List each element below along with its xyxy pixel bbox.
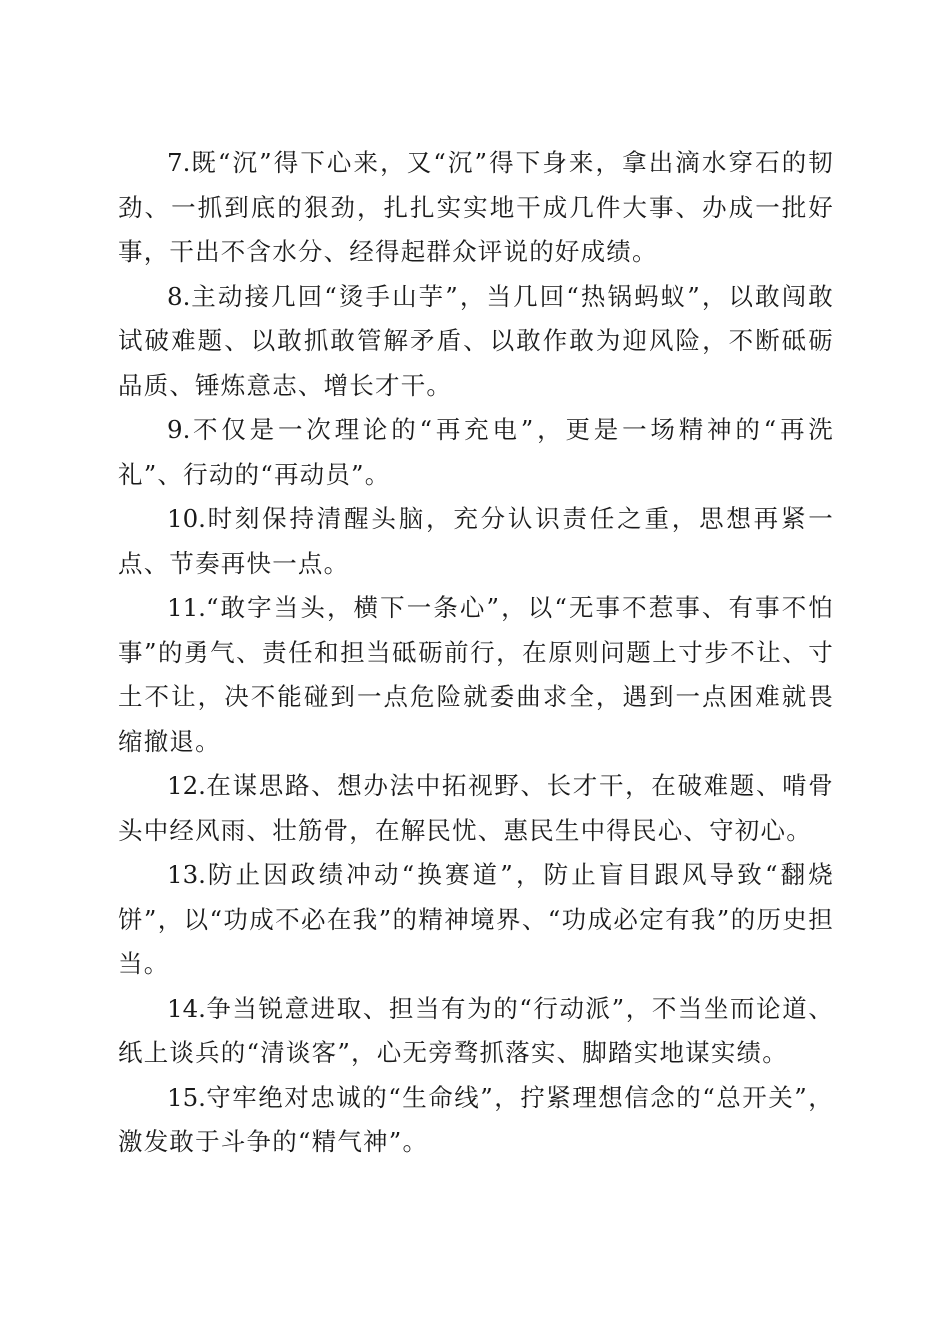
paragraph-13	[118, 853, 834, 987]
paragraph-number: 7.	[167, 148, 191, 177]
paragraph-text: 防止因政绩冲动“换赛道”，防止盲目跟风导致“翻烧饼”，以“功成不必在我”的精神境界、“功成必定有我”的历史担当。	[118, 860, 834, 978]
paragraph-11	[118, 586, 834, 764]
paragraph-text: 不仅是一次理论的“再充电”，更是一场精神的“再洗礼”、行动的“再动员”。	[118, 415, 834, 489]
paragraph-number: 14.	[167, 993, 206, 1023]
paragraph-7	[118, 141, 834, 275]
paragraph-text: 在谋思路、想办法中拓视野、长才干，在破难题、啃骨头中经风雨、壮筋骨，在解民忧、惠民生中得民心、守初心。	[118, 771, 834, 845]
paragraph-number: 10.	[167, 504, 206, 533]
document-page	[118, 141, 834, 1165]
paragraph-text: 争当锐意进取、担当有为的“行动派”，不当坐而论道、纸上谈兵的“清谈客”，心无旁骛抓落实、脚踏实地谋实绩。	[118, 993, 834, 1067]
paragraph-number: 15.	[167, 1082, 206, 1112]
paragraph-9	[118, 408, 834, 497]
paragraph-8	[118, 275, 834, 409]
paragraph-number: 9.	[167, 415, 191, 444]
paragraph-number: 12.	[167, 771, 206, 800]
paragraph-text: 守牢绝对忠诚的“生命线”，拧紧理想信念的“总开关”，激发敢于斗争的“精气神”。	[118, 1082, 834, 1156]
paragraph-number: 8.	[167, 281, 191, 311]
paragraph-text: 时刻保持清醒头脑，充分认识责任之重，思想再紧一点、节奏再快一点。	[118, 504, 834, 578]
paragraph-10	[118, 497, 834, 586]
paragraph-number: 11.	[167, 593, 206, 622]
paragraph-text: 主动接几回“烫手山芋”，当几回“热锅蚂蚁”，以敢闯敢试破难题、以敢抓敢管解矛盾、以敢作敢为迎风险，不断砥砺品质、锤炼意志、增长才干。	[118, 281, 834, 400]
paragraph-12	[118, 764, 834, 853]
paragraph-text: “敢字当头，横下一条心”，以“无事不惹事、有事不怕事”的勇气、责任和担当砥砺前行，在原则问题上寸步不让、寸土不让，决不能碰到一点危险就委曲求全，遇到一点困难就畏缩撤退。	[118, 593, 834, 756]
paragraph-14	[118, 987, 834, 1076]
paragraph-number: 13.	[167, 860, 206, 889]
paragraph-15	[118, 1076, 834, 1165]
paragraph-text: 既“沉”得下心来，又“沉”得下身来，拿出滴水穿石的韧劲、一抓到底的狠劲，扎扎实实地干成几件大事、办成一批好事，干出不含水分、经得起群众评说的好成绩。	[118, 148, 834, 266]
